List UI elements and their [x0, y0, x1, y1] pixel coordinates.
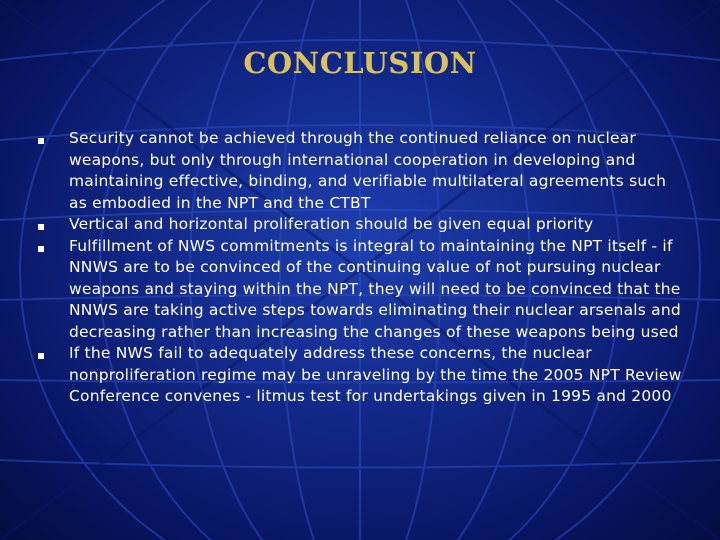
square-bullet-icon [38, 353, 44, 359]
bullet-text: Vertical and horizontal proliferation should be given equal priority [69, 215, 594, 233]
square-bullet-icon [38, 138, 44, 144]
list-item [38, 236, 688, 344]
bullet-list [38, 128, 688, 408]
list-item [38, 343, 688, 408]
list-item [38, 128, 688, 214]
square-bullet-icon [38, 246, 44, 252]
list-item [38, 214, 688, 236]
bullet-text: If the NWS fail to adequately address these concerns, the nuclear nonproliferation regime may be unraveling by the time the 2005 NPT Review Conference convenes - litmus test for undertakings given in 1995 and 2000 [69, 344, 682, 405]
slide-title: CONCLUSION [243, 46, 477, 80]
bullet-text: Fulfillment of NWS commitments is integral to maintaining the NPT itself - if NNWS are to be convinced of the continuing value of not pursuing nuclear weapons and staying within the NPT, they will need to be convinced that the NNWS are taking active steps towards eliminating their nuclear arsenals and decreasing rather than increasing the changes of these weapons being used [69, 236, 681, 341]
square-bullet-icon [38, 224, 44, 230]
bullet-text: Security cannot be achieved through the continued reliance on nuclear weapons, but only through international cooperation in developing and maintaining effective, binding, and verifiable multilateral agreements such as embodied in the NPT and the CTBT [69, 129, 667, 212]
